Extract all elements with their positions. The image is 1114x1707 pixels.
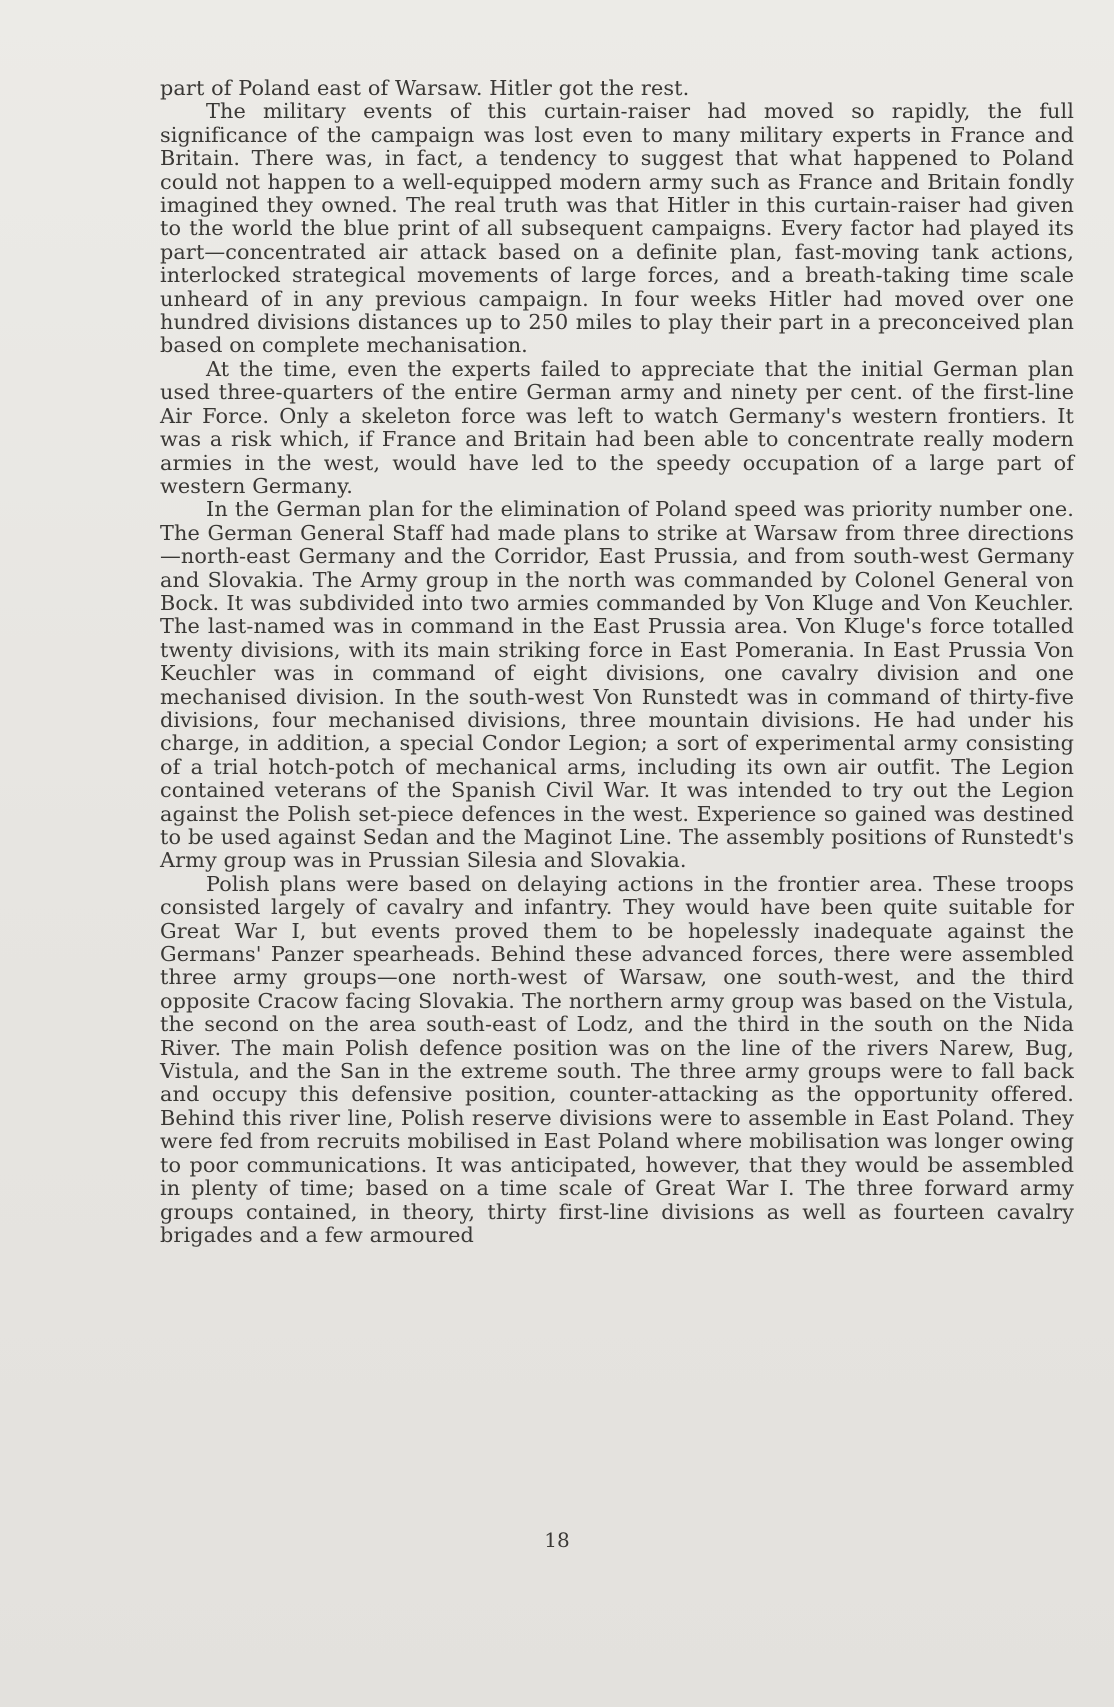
paragraph: At the time, even the experts failed to appreciate that the initial German plan used three-quarters of the entire German army and ninety per cent. of the first-line Air Force. Only a skeleton force was left to watch Germany's western frontiers. It was a risk which, if France and Britain had been able to concentrate really modern armies in the west, would have led to the speedy occupation of a large part of western Germany. (160, 356, 1074, 498)
paragraph: The military events of this curtain-raiser had moved so rapidly, the full significance of the campaign was lost even to many military experts in France and Britain. There was, in fact, a tendency to suggest that what happened to Poland could not happen to a well-equipped modern army such as France and Britain fondly imagined they owned. The real truth was that Hitler in this curtain-raiser had given to the world the blue print of all subsequent campaigns. Every factor had played its part—concentrated air attack based on a definite plan, fast-moving tank actions, interlocked strategical movements of large forces, and a breath-taking time scale unheard of in any previous campaign. In four weeks Hitler had moved over one hundred divisions distances up to 250 miles to play their part in a preconceived plan based on complete mechanisation. (160, 99, 1074, 358)
paragraph: Polish plans were based on delaying actions in the frontier area. These troops consisted largely of cavalry and infantry. They would have been quite suitable for Great War I, but events proved them to be hopelessly inadequate against the Germans' Panzer spearheads. Behind these advanced forces, there were assembled three army groups—one north-west of Warsaw, one south-west, and the third opposite Cracow facing Slovakia. The northern army group was based on the Vistula, the second on the area south-east of Lodz, and the third in the south on the Nida River. The main Polish defence position was on the line of the rivers Narew, Bug, Vistula, and the San in the extreme south. The three army groups were to fall back and occupy this defensive position, counter-attacking as the opportunity offered. Behind this river line, Polish reserve divisions were to assemble in East Poland. They were fed from recruits mobilised in East Poland where mobilisation was longer owing to poor communications. It was anticipated, however, that they would be assembled in plenty of time; based on a time scale of Great War I. The three forward army groups contained, in theory, thirty first-line divisions as well as fourteen cavalry brigades and a few armoured (160, 871, 1074, 1247)
body-text (160, 77, 1074, 1247)
page-number: 18 (544, 1528, 570, 1552)
paragraph: In the German plan for the elimination of Poland speed was priority number one. The German General Staff had made plans to strike at Warsaw from three directions—north-east Germany and the Corridor, East Prussia, and from south-west Germany and Slovakia. The Army group in the north was commanded by Colonel General von Bock. It was subdivided into two armies commanded by Von Kluge and Von Keuchler. The last-named was in command in the East Prussia area. Von Kluge's force totalled twenty divisions, with its main striking force in East Pomerania. In East Prussia Von Keuchler was in command of eight divisions, one cavalry division and one mechanised division. In the south-west Von Runstedt was in command of thirty-five divisions, four mechanised divisions, three mountain divisions. He had under his charge, in addition, a special Condor Legion; a sort of experimental army consisting of a trial hotch-potch of mechanical arms, including its own air outfit. The Legion contained veterans of the Spanish Civil War. It was intended to try out the Legion against the Polish set-piece defences in the west. Experience so gained was destined to be used against Sedan and the Maginot Line. The assembly positions of Runstedt's Army group was in Prussian Silesia and Slovakia. (160, 497, 1074, 873)
paragraph-continuation: part of Poland east of Warsaw. Hitler got the rest. (160, 76, 690, 100)
